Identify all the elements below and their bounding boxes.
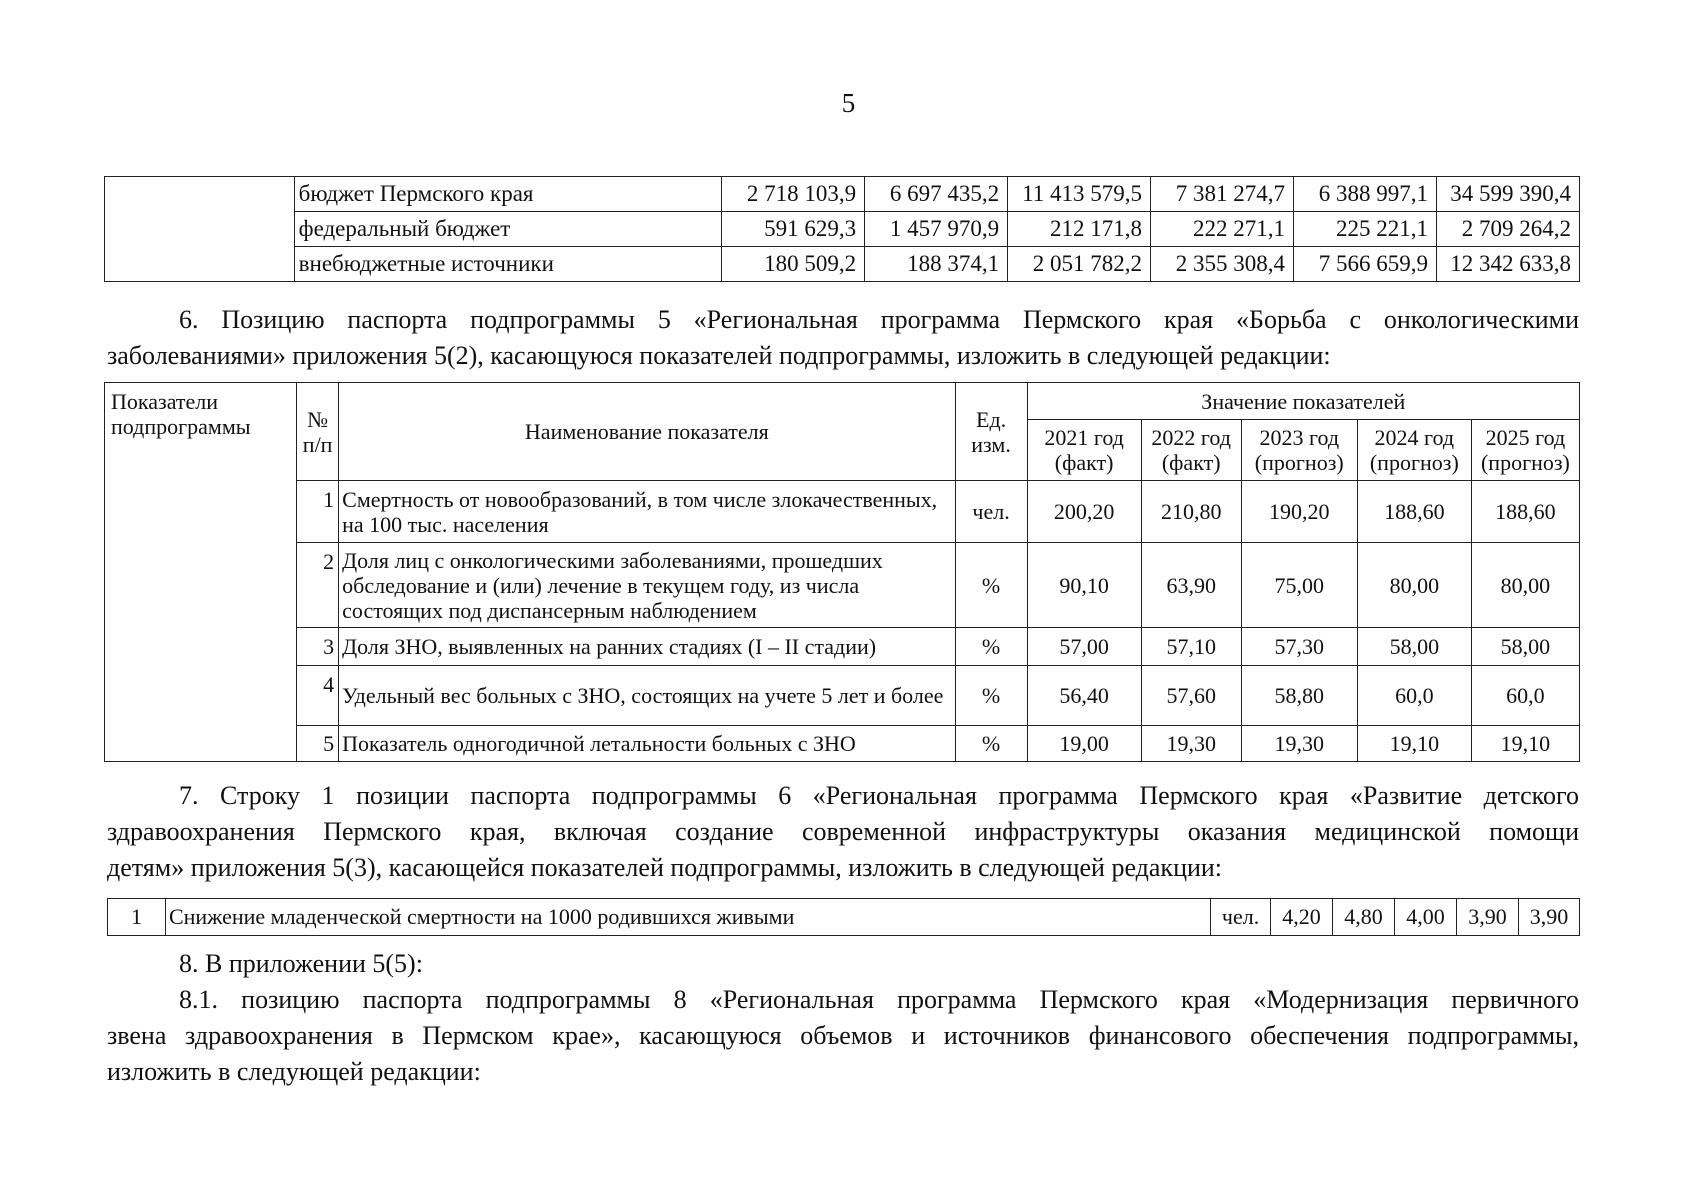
budget-value: 6 697 435,2 [865, 177, 1008, 212]
indicator-value: 60,0 [1357, 666, 1471, 726]
indicator-value: 80,00 [1471, 543, 1579, 628]
indicator-value: 4,80 [1333, 899, 1395, 936]
budget-value: 2 051 782,2 [1008, 247, 1151, 282]
paragraph-line: 6. Позицию паспорта подпрограммы 5 «Региональная программа Пермского края «Борьба с онкологическими [179, 305, 1579, 334]
budget-value: 591 629,3 [722, 212, 865, 247]
indicator-value: 188,60 [1471, 481, 1579, 543]
indicator-value: 19,00 [1027, 726, 1141, 762]
budget-source: федеральный бюджет [294, 212, 722, 247]
table-row [105, 543, 1580, 628]
indicator-name: Показатель одногодичной летальности больных с ЗНО [339, 726, 955, 762]
table-header-row [105, 383, 1580, 420]
indicator-unit: % [955, 628, 1027, 666]
year-kind: (факт) [1054, 450, 1114, 475]
indicator-unit: % [955, 543, 1027, 628]
year-label: 2023 год [1259, 425, 1340, 450]
budget-value: 34 599 390,4 [1436, 177, 1579, 212]
indicator-name: Смертность от новообразований, в том числе злокачественных, на 100 тыс. населения [339, 481, 955, 543]
indicator-value: 63,90 [1141, 543, 1241, 628]
indicator-value: 3,90 [1518, 899, 1579, 936]
indicator-unit: % [955, 726, 1027, 762]
header-name: Наименование показателя [339, 383, 955, 481]
indicator-value: 190,20 [1241, 481, 1357, 543]
indicator-name: Доля лиц с онкологическими заболеваниями, прошедших обследование и (или) лечение в текущем году, из числа состоящих под диспансерным наблюдением [339, 543, 955, 628]
paragraph-8 [107, 946, 1579, 1090]
indicator-value: 19,30 [1141, 726, 1241, 762]
table-row [105, 247, 1580, 282]
budget-value: 12 342 633,8 [1436, 247, 1579, 282]
indicator-value: 90,10 [1027, 543, 1141, 628]
indicator-value: 3,90 [1456, 899, 1518, 936]
indicator-value: 58,00 [1471, 628, 1579, 666]
paragraph-line: заболеваниями» приложения 5(2), касающуюся показателей подпрограммы, изложить в следующей редакции: [107, 341, 1331, 370]
row-number: 3 [297, 628, 339, 666]
budget-value: 11 413 579,5 [1008, 177, 1151, 212]
budget-value: 7 381 274,7 [1151, 177, 1294, 212]
section-label: Показатели подпрограммы [105, 383, 297, 762]
indicator-value: 210,80 [1141, 481, 1241, 543]
year-label: 2022 год [1151, 425, 1231, 450]
year-kind: (факт) [1161, 450, 1221, 475]
budget-value: 7 566 659,9 [1294, 247, 1437, 282]
budget-value: 1 457 970,9 [865, 212, 1008, 247]
budget-value: 2 709 264,2 [1436, 212, 1579, 247]
page-number: 5 [841, 88, 856, 118]
indicator-value: 4,00 [1394, 899, 1456, 936]
budget-table [104, 176, 1580, 282]
indicator-value: 4,20 [1271, 899, 1333, 936]
year-kind: (прогноз) [1254, 450, 1344, 475]
table-row [105, 628, 1580, 666]
table-row [105, 177, 1580, 212]
year-kind: (прогноз) [1369, 450, 1459, 475]
header-unit: Ед. изм. [955, 383, 1027, 481]
paragraph-line: 7. Строку 1 позиции паспорта подпрограммы 6 «Региональная программа Пермского края «Развитие детского [179, 781, 1579, 810]
budget-value: 225 221,1 [1294, 212, 1437, 247]
indicator-value: 19,30 [1241, 726, 1357, 762]
indicator-value: 188,60 [1357, 481, 1471, 543]
budget-value: 2 355 308,4 [1151, 247, 1294, 282]
paragraph-line: звена здравоохранения в Пермском крае», касающуюся объемов и источников финансового обеспечения подпрограммы, [107, 1021, 1579, 1050]
row-number: 5 [297, 726, 339, 762]
indicator-value: 57,60 [1141, 666, 1241, 726]
table-row [105, 726, 1580, 762]
header-no: № п/п [297, 383, 339, 481]
indicator-value: 80,00 [1357, 543, 1471, 628]
paragraph-6 [107, 302, 1579, 374]
header-year [1027, 420, 1141, 481]
paragraph-7 [107, 778, 1579, 886]
paragraph-line: здравоохранения Пермского края, включая создание современной инфраструктуры оказания медицинской помощи [107, 817, 1579, 846]
budget-value: 222 271,1 [1151, 212, 1294, 247]
budget-value: 180 509,2 [722, 247, 865, 282]
header-year [1471, 420, 1579, 481]
indicator-value: 200,20 [1027, 481, 1141, 543]
section-heading: 8. В приложении 5(5): [179, 949, 423, 978]
table-row [105, 481, 1580, 543]
year-label: 2025 год [1485, 425, 1566, 450]
indicator-value: 19,10 [1471, 726, 1579, 762]
budget-value: 212 171,8 [1008, 212, 1151, 247]
paragraph-line: изложить в следующей редакции: [107, 1057, 481, 1086]
indicator-value: 60,0 [1471, 666, 1579, 726]
paragraph-line: 8.1. позицию паспорта подпрограммы 8 «Региональная программа Пермского края «Модернизация первичного [179, 985, 1579, 1014]
indicator-unit: % [955, 666, 1027, 726]
budget-value: 2 718 103,9 [722, 177, 865, 212]
table-row [108, 899, 1580, 936]
empty-cell [105, 177, 295, 282]
row-number: 4 [297, 666, 339, 726]
header-year [1241, 420, 1357, 481]
indicator-unit: чел. [1211, 899, 1271, 936]
budget-value: 6 388 997,1 [1294, 177, 1437, 212]
indicator-value: 58,80 [1241, 666, 1357, 726]
indicator-unit: чел. [955, 481, 1027, 543]
indicator-name: Удельный вес больных с ЗНО, состоящих на учете 5 лет и более [339, 666, 955, 726]
paragraph-line: детям» приложения 5(3), касающейся показателей подпрограммы, изложить в следующей редакции: [107, 853, 1223, 882]
year-kind: (прогноз) [1480, 450, 1570, 475]
budget-source: внебюджетные источники [294, 247, 722, 282]
table-row [105, 212, 1580, 247]
table-row [105, 666, 1580, 726]
row-number: 1 [297, 481, 339, 543]
indicators-table [104, 382, 1580, 762]
year-label: 2021 год [1044, 425, 1124, 450]
indicator-value: 56,40 [1027, 666, 1141, 726]
indicator-value: 57,00 [1027, 628, 1141, 666]
indicator-value: 57,30 [1241, 628, 1357, 666]
infant-mortality-table [107, 898, 1580, 936]
indicator-name: Доля ЗНО, выявленных на ранних стадиях (I – II стадии) [339, 628, 955, 666]
indicator-value: 75,00 [1241, 543, 1357, 628]
indicator-value: 58,00 [1357, 628, 1471, 666]
budget-value: 188 374,1 [865, 247, 1008, 282]
header-year [1357, 420, 1471, 481]
header-year [1141, 420, 1241, 481]
indicator-name: Снижение младенческой смертности на 1000 родившихся живыми [165, 899, 1210, 936]
row-number: 2 [297, 543, 339, 628]
budget-source: бюджет Пермского края [294, 177, 722, 212]
year-label: 2024 год [1374, 425, 1455, 450]
indicator-value: 57,10 [1141, 628, 1241, 666]
row-number: 1 [108, 899, 166, 936]
header-values: Значение показателей [1027, 383, 1579, 420]
indicator-value: 19,10 [1357, 726, 1471, 762]
